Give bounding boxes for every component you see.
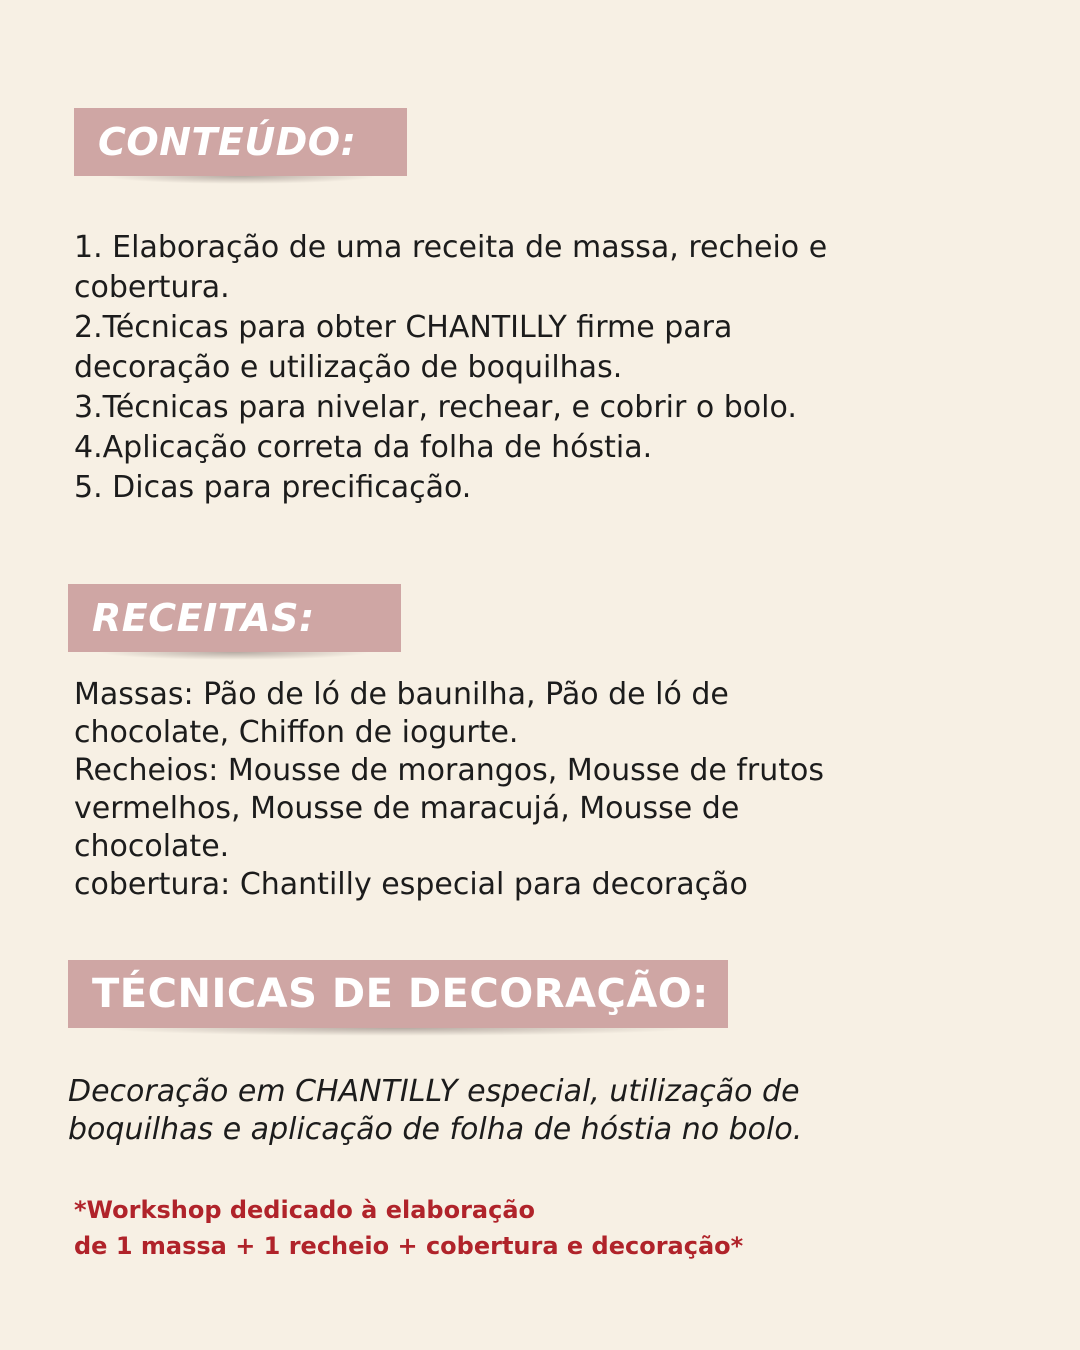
techniques-text (68, 1073, 802, 1149)
contents-list (74, 228, 827, 508)
recipes-line: chocolate, Chiffon de iogurte. (74, 715, 519, 750)
recipes-line: chocolate. (74, 829, 230, 864)
techniques-line: boquilhas e aplicação de folha de hóstia no bolo. (68, 1112, 803, 1147)
contents-line: decoração e utilização de boquilhas. (74, 350, 623, 385)
contents-line: 3.Técnicas para nivelar, rechear, e cobrir o bolo. (74, 390, 797, 425)
contents-heading-text: CONTEÚDO: (98, 120, 357, 164)
contents-line: 2.Técnicas para obter CHANTILLY firme para (74, 310, 733, 345)
techniques-line: Decoração em CHANTILLY especial, utilização de (68, 1074, 800, 1109)
recipes-heading-text: RECEITAS: (92, 596, 315, 640)
techniques-heading (68, 960, 728, 1028)
contents-line: cobertura. (74, 270, 230, 305)
contents-line: 5. Dicas para precificação. (74, 470, 472, 505)
recipes-line: Recheios: Mousse de morangos, Mousse de frutos (74, 753, 825, 788)
recipes-line: cobertura: Chantilly especial para decoração (74, 867, 748, 902)
techniques-heading-text: TÉCNICAS DE DECORAÇÃO: (92, 971, 709, 1017)
note-line: *Workshop dedicado à elaboração (74, 1196, 536, 1224)
contents-heading (74, 108, 407, 176)
recipes-line: vermelhos, Mousse de maracujá, Mousse de (74, 791, 740, 826)
recipes-heading (68, 584, 401, 652)
note-line: de 1 massa + 1 recheio + cobertura e decoração* (74, 1232, 744, 1260)
recipes-list (74, 676, 824, 904)
recipes-line: Massas: Pão de ló de baunilha, Pão de ló de (74, 677, 729, 712)
contents-line: 1. Elaboração de uma receita de massa, recheio e (74, 230, 828, 265)
workshop-note (74, 1192, 743, 1264)
contents-line: 4.Aplicação correta da folha de hóstia. (74, 430, 653, 465)
